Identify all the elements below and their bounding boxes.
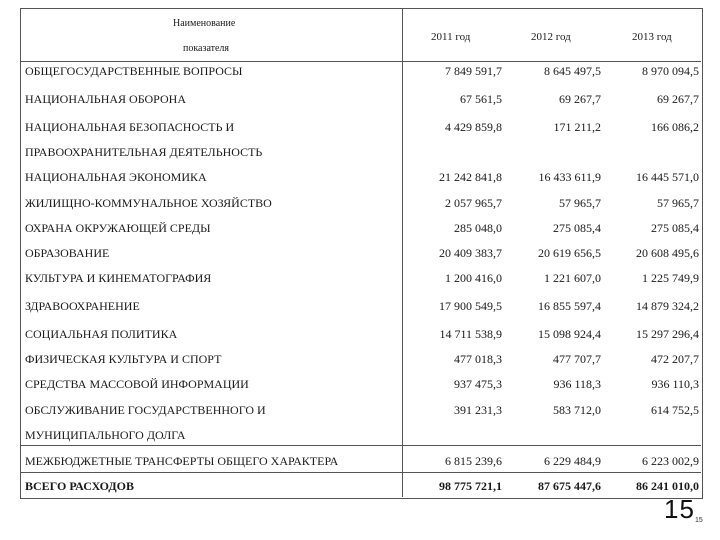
value-2013: 57 965,7 <box>657 196 699 210</box>
value-2012: 477 707,7 <box>553 352 601 366</box>
row-name: ЖИЛИЩНО-КОММУНАЛЬНОЕ ХОЗЯЙСТВО <box>25 196 272 210</box>
value-2012: 15 098 924,4 <box>538 327 601 341</box>
row-name: КУЛЬТУРА И КИНЕМАТОГРАФИЯ <box>25 271 212 285</box>
page-number-small: 15 <box>695 517 703 524</box>
value-2011: 7 849 591,7 <box>445 64 502 78</box>
value-2011: 937 475,3 <box>454 377 502 391</box>
value-2012: 936 118,3 <box>553 377 601 391</box>
value-2012: 275 085,4 <box>553 221 601 235</box>
total-2013: 86 241 010,0 <box>636 479 699 493</box>
row-name: ОХРАНА ОКРУЖАЮЩЕЙ СРЕДЫ <box>25 221 211 235</box>
value-2013: 69 267,7 <box>657 92 699 106</box>
row-name: НАЦИОНАЛЬНАЯ ЭКОНОМИКА <box>25 170 207 184</box>
row-name: СОЦИАЛЬНАЯ ПОЛИТИКА <box>25 327 178 341</box>
value-2011: 1 200 416,0 <box>445 271 502 285</box>
value-2013: 20 608 495,6 <box>636 246 699 260</box>
value-2013: 1 225 749,9 <box>642 271 699 285</box>
value-2012: 583 712,0 <box>553 403 601 417</box>
row-name: ОБСЛУЖИВАНИЕ ГОСУДАРСТВЕННОГО И <box>25 403 266 417</box>
value-2011: 6 815 239,6 <box>445 454 502 468</box>
header-name-line1: Наименование <box>173 18 236 29</box>
row-name-continued: ПРАВООХРАНИТЕЛЬНАЯ ДЕЯТЕЛЬНОСТЬ <box>25 145 263 159</box>
value-2012: 8 645 497,5 <box>544 64 601 78</box>
value-2013: 8 970 094,5 <box>642 64 699 78</box>
total-row-name: ВСЕГО РАСХОДОВ <box>25 479 134 493</box>
row-name: НАЦИОНАЛЬНАЯ БЕЗОПАСНОСТЬ И <box>25 120 235 134</box>
value-2012: 69 267,7 <box>559 92 601 106</box>
value-2012: 57 965,7 <box>559 196 601 210</box>
row-name: ОБРАЗОВАНИЕ <box>25 246 110 260</box>
row-name: НАЦИОНАЛЬНАЯ ОБОРОНА <box>25 92 186 106</box>
value-2013: 275 085,4 <box>651 221 699 235</box>
column-divider <box>402 8 403 497</box>
value-2011: 2 057 965,7 <box>445 196 502 210</box>
total-2012: 87 675 447,6 <box>538 479 601 493</box>
row-name: ЗДРАВООХРАНЕНИЕ <box>25 299 140 313</box>
value-2011: 4 429 859,8 <box>445 120 502 134</box>
value-2012: 16 433 611,9 <box>538 170 601 184</box>
value-2011: 477 018,3 <box>454 352 502 366</box>
total-divider <box>20 472 701 473</box>
header-year-2013: 2013 год <box>632 31 672 43</box>
value-2012: 1 221 607,0 <box>544 271 601 285</box>
value-2011: 285 048,0 <box>454 221 502 235</box>
value-2013: 166 086,2 <box>651 120 699 134</box>
value-2012: 20 619 656,5 <box>538 246 601 260</box>
header-divider <box>20 61 701 62</box>
value-2013: 6 223 002,9 <box>642 454 699 468</box>
value-2011: 391 231,3 <box>454 403 502 417</box>
total-2011: 98 775 721,1 <box>439 479 502 493</box>
row-name: ФИЗИЧЕСКАЯ КУЛЬТУРА И СПОРТ <box>25 352 222 366</box>
row-divider <box>20 445 701 446</box>
value-2013: 15 297 296,4 <box>636 327 699 341</box>
value-2011: 67 561,5 <box>460 92 502 106</box>
value-2012: 171 211,2 <box>553 120 601 134</box>
row-name: МЕЖБЮДЖЕТНЫЕ ТРАНСФЕРТЫ ОБЩЕГО ХАРАКТЕРА <box>25 454 339 468</box>
value-2011: 17 900 549,5 <box>439 299 502 313</box>
value-2013: 16 445 571,0 <box>636 170 699 184</box>
value-2012: 16 855 597,4 <box>538 299 601 313</box>
value-2013: 14 879 324,2 <box>636 299 699 313</box>
row-name: ОБЩЕГОСУДАРСТВЕННЫЕ ВОПРОСЫ <box>25 64 243 78</box>
row-name-continued: МУНИЦИПАЛЬНОГО ДОЛГА <box>25 428 186 442</box>
value-2011: 20 409 383,7 <box>439 246 502 260</box>
value-2011: 21 242 841,8 <box>439 170 502 184</box>
value-2012: 6 229 484,9 <box>544 454 601 468</box>
header-name-line2: показателя <box>183 43 230 54</box>
value-2011: 14 711 538,9 <box>439 327 502 341</box>
page-number: 15 <box>664 494 695 524</box>
header-year-2012: 2012 год <box>531 31 571 43</box>
header-year-2011: 2011 год <box>431 31 471 43</box>
value-2013: 472 207,7 <box>651 352 699 366</box>
value-2013: 936 110,3 <box>651 377 699 391</box>
value-2013: 614 752,5 <box>651 403 699 417</box>
row-name: СРЕДСТВА МАССОВОЙ ИНФОРМАЦИИ <box>25 377 249 391</box>
